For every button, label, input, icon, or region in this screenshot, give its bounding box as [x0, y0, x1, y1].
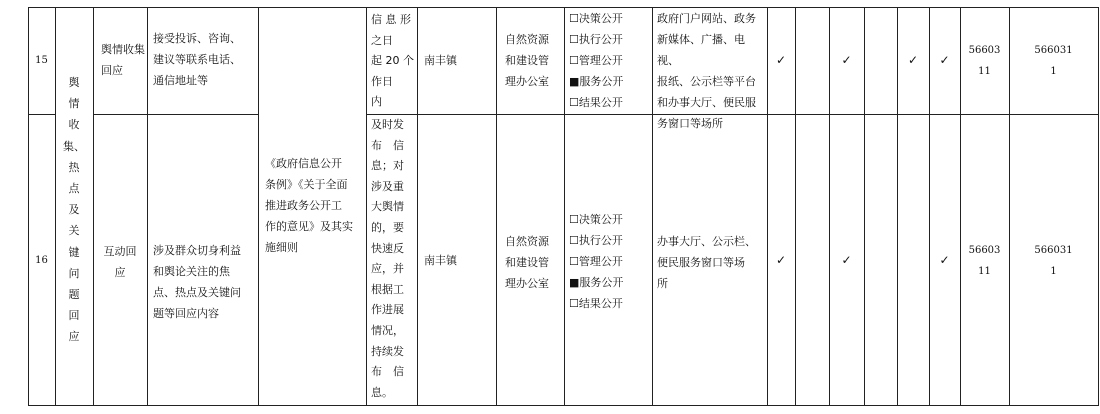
check-mark: ✓: [775, 53, 787, 67]
subject-cell: 南丰镇: [424, 54, 457, 67]
disclosure-table: [28, 7, 1099, 406]
check-mark: ✓: [939, 253, 950, 267]
code-cell: 566031 1: [1034, 45, 1073, 77]
basis-cell: 《政府信息公开 条例》《关于全面 推进政务公开工 作的意见》及其实 施细则: [265, 157, 353, 254]
category-cell: ☐决策公开 ☐执行公开 ☐管理公开 ■服务公开 ☐结果公开: [569, 12, 624, 109]
content-cell: 接受投诉、咨询、 建议等联系电话、 通信地址等: [153, 32, 241, 87]
subitem-cell: 舆情收集回应: [101, 43, 145, 77]
department-cell: 自然资源 和建设管 理办公室: [505, 33, 549, 88]
time-limit-cell: 信 息 形 之日 起 20 个 作日 内: [371, 13, 414, 109]
check-mark: ✓: [775, 253, 787, 267]
code-cell: 56603 11: [968, 245, 1001, 277]
time-limit-cell: 及时发 布 信 息；对 涉及重 大舆情 的，要 快速反 应，并 根据工 作进展 情况， 持续发 布 信 息。: [371, 118, 404, 399]
content-cell: 涉及群众切身利益 和舆论关注的焦 点、热点及关键问 题等回应内容: [153, 244, 241, 320]
row-number: 16: [35, 255, 48, 266]
code-cell: 566031 1: [1034, 245, 1073, 277]
check-mark: ✓: [841, 53, 852, 67]
category-cell: ☐决策公开 ☐执行公开 ☐管理公开 ■服务公开 ☐结果公开: [569, 213, 624, 310]
department-cell: 自然资源 和建设管 理办公室: [505, 235, 549, 290]
code-cell: 56603 11: [968, 45, 1001, 77]
check-mark: ✓: [939, 53, 950, 67]
row-number: 15: [35, 55, 48, 66]
subitem-cell: 互动回 应: [103, 245, 137, 279]
check-mark: ✓: [907, 53, 919, 67]
check-mark: ✓: [841, 253, 852, 267]
channel-cell: 政府门户网站、政务 新媒体、广播、电视、 报纸、公示栏等平台 和办事大厅、便民服 务窗口等场所: [657, 12, 756, 130]
subject-cell: 南丰镇: [424, 254, 457, 267]
channel-cell: 办事大厅、公示栏、 便民服务窗口等场 所: [657, 235, 756, 290]
category-name-cell: 舆 情 收 集、 热 点 及 关 键 问 题 回 应: [63, 76, 85, 344]
